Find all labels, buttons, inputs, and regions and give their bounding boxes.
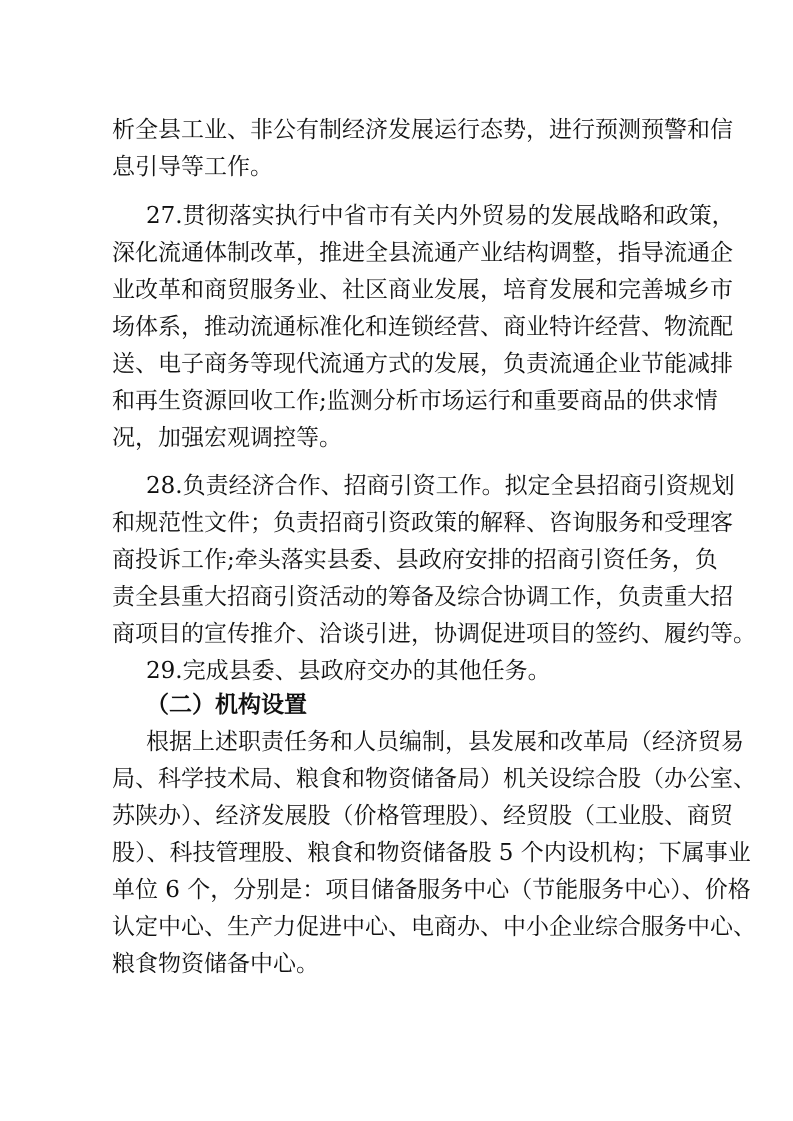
line-text: 认定中心、生产力促进中心、电商办、中小企业综合服务中心、 bbox=[112, 914, 756, 940]
line-text: 息引导等工作。 bbox=[112, 154, 273, 180]
line-text: 根据上述职责任务和人员编制，县发展和改革局（经济贸易 bbox=[146, 729, 744, 755]
body-text-line bbox=[0, 273, 793, 307]
line-text: 27.贯彻落实执行中省市有关内外贸易的发展战略和政策， bbox=[146, 203, 735, 229]
body-text-line bbox=[0, 310, 793, 344]
line-text: 和再生资源回收工作;监测分析市场运行和重要商品的供求情 bbox=[112, 388, 718, 414]
body-text-line bbox=[0, 873, 793, 907]
line-text: 业改革和商贸服务业、社区商业发展，培育发展和完善城乡市 bbox=[112, 277, 733, 303]
body-text-line bbox=[0, 947, 793, 981]
line-text: 和规范性文件；负责招商引资政策的解释、咨询服务和受理客 bbox=[112, 510, 733, 536]
line-text: 29.完成县委、县政府交办的其他任务。 bbox=[146, 658, 551, 684]
line-text: 场体系，推动流通标准化和连锁经营、商业特许经营、物流配 bbox=[112, 314, 733, 340]
body-text-line bbox=[0, 199, 793, 233]
body-text-line bbox=[0, 347, 793, 381]
body-text-line bbox=[0, 506, 793, 540]
body-text-line bbox=[0, 725, 793, 759]
body-text-line bbox=[0, 836, 793, 870]
body-text-line bbox=[0, 617, 793, 651]
body-text-line bbox=[0, 543, 793, 577]
body-text-line bbox=[0, 150, 793, 184]
body-text-line bbox=[0, 910, 793, 944]
line-text: 商项目的宣传推介、洽谈引进，协调促进项目的签约、履约等。 bbox=[112, 621, 756, 647]
body-text-line bbox=[0, 421, 793, 455]
line-text: 股）、科技管理股、粮食和物资储备股 5 个内设机构；下属事业 bbox=[112, 840, 751, 866]
body-text-line bbox=[0, 236, 793, 270]
line-text: 单位 6 个，分别是：项目储备服务中心（节能服务中心）、价格 bbox=[112, 877, 751, 903]
line-text: 28.负责经济合作、招商引资工作。拟定全县招商引资规划 bbox=[146, 473, 735, 499]
line-text: 苏陕办）、经济发展股（价格管理股）、经贸股（工业股、商贸 bbox=[112, 803, 733, 829]
section-heading-text: （二）机构设置 bbox=[146, 692, 307, 718]
line-text: 深化流通体制改革，推进全县流通产业结构调整，指导流通企 bbox=[112, 240, 733, 266]
body-text-line bbox=[0, 580, 793, 614]
body-text-line bbox=[0, 384, 793, 418]
line-text: 责全县重大招商引资活动的筹备及综合协调工作，负责重大招 bbox=[112, 584, 733, 610]
line-text: 商投诉工作;牵头落实县委、县政府安排的招商引资任务，负 bbox=[112, 547, 718, 573]
body-text-line bbox=[0, 799, 793, 833]
line-text: 局、科学技术局、粮食和物资储备局）机关设综合股（办公室、 bbox=[112, 766, 756, 792]
body-text-line bbox=[0, 113, 793, 147]
body-text-line bbox=[0, 762, 793, 796]
body-text-line bbox=[0, 654, 793, 688]
line-text: 送、电子商务等现代流通方式的发展，负责流通企业节能减排 bbox=[112, 351, 733, 377]
body-text-line bbox=[0, 469, 793, 503]
line-text: 况，加强宏观调控等。 bbox=[112, 425, 342, 451]
line-text: 粮食物资储备中心。 bbox=[112, 951, 319, 977]
section-heading bbox=[0, 688, 793, 722]
line-text: 析全县工业、非公有制经济发展运行态势，进行预测预警和信 bbox=[112, 117, 733, 143]
